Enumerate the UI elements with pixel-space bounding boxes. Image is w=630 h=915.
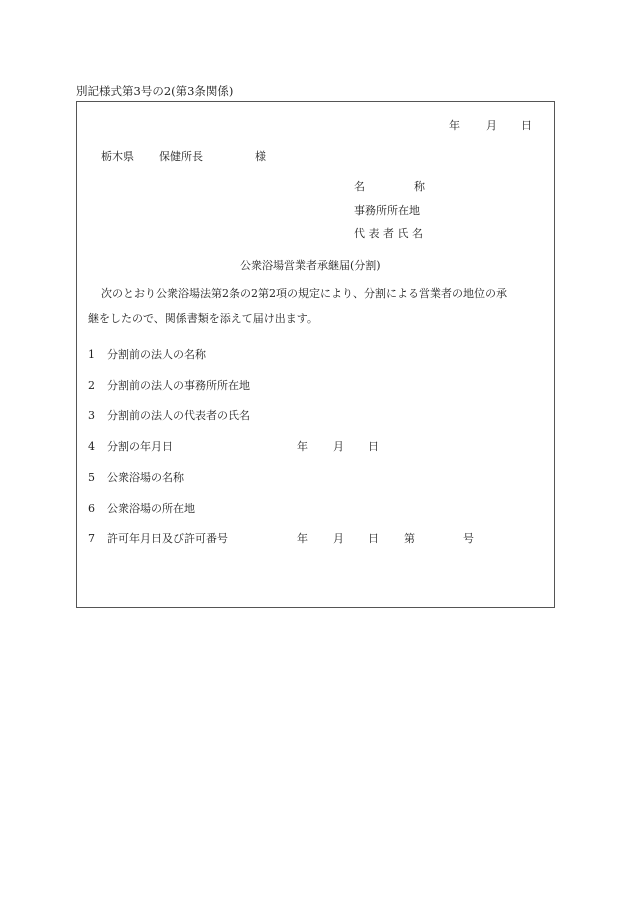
form-reference: 別記様式第3号の2(第3条関係) xyxy=(76,84,234,98)
item-label: 分割前の法人の名称 xyxy=(107,348,206,361)
item-label: 公衆浴場の所在地 xyxy=(107,502,195,515)
recipient-prefecture: 栃木県 xyxy=(101,150,134,163)
item-label: 公衆浴場の名称 xyxy=(107,471,184,484)
item7-month-label: 月 xyxy=(333,532,344,545)
item-number: 5 xyxy=(88,471,95,484)
recipient-honorific: 様 xyxy=(255,150,266,163)
body-text-line-1: 次のとおり公衆浴場法第2条の2第2項の規定により、分割による営業者の地位の承 xyxy=(101,287,507,300)
item-label: 分割の年月日 xyxy=(107,440,173,453)
item7-day-label: 日 xyxy=(368,532,379,545)
date-day-label: 日 xyxy=(521,119,532,132)
permit-number-prefix: 第 xyxy=(404,532,415,545)
recipient-office: 保健所長 xyxy=(159,150,203,163)
item-label: 分割前の法人の代表者の氏名 xyxy=(107,409,250,422)
item4-month-label: 月 xyxy=(333,440,344,453)
item4-day-label: 日 xyxy=(368,440,379,453)
form-title: 公衆浴場営業者承継届(分割) xyxy=(240,259,381,272)
applicant-address-label: 事務所所在地 xyxy=(354,204,420,217)
item-label: 分割前の法人の事務所所在地 xyxy=(107,379,250,392)
item-number: 6 xyxy=(88,502,95,515)
item-number: 3 xyxy=(88,409,95,422)
item-number: 2 xyxy=(88,379,95,392)
date-year-label: 年 xyxy=(449,119,460,132)
item4-year-label: 年 xyxy=(297,440,308,453)
item-number: 4 xyxy=(88,440,95,453)
item-number: 1 xyxy=(88,348,95,361)
body-text-line-2: 継をしたので、関係書類を添えて届け出ます。 xyxy=(88,312,318,325)
item-label: 許可年月日及び許可番号 xyxy=(107,532,228,545)
item7-year-label: 年 xyxy=(297,532,308,545)
applicant-name-char-1: 名 xyxy=(354,180,365,193)
date-month-label: 月 xyxy=(486,119,497,132)
item-number: 7 xyxy=(88,532,95,545)
applicant-representative-label: 代 表 者 氏 名 xyxy=(354,227,423,240)
applicant-name-char-2: 称 xyxy=(414,180,425,193)
permit-number-suffix: 号 xyxy=(463,532,474,545)
